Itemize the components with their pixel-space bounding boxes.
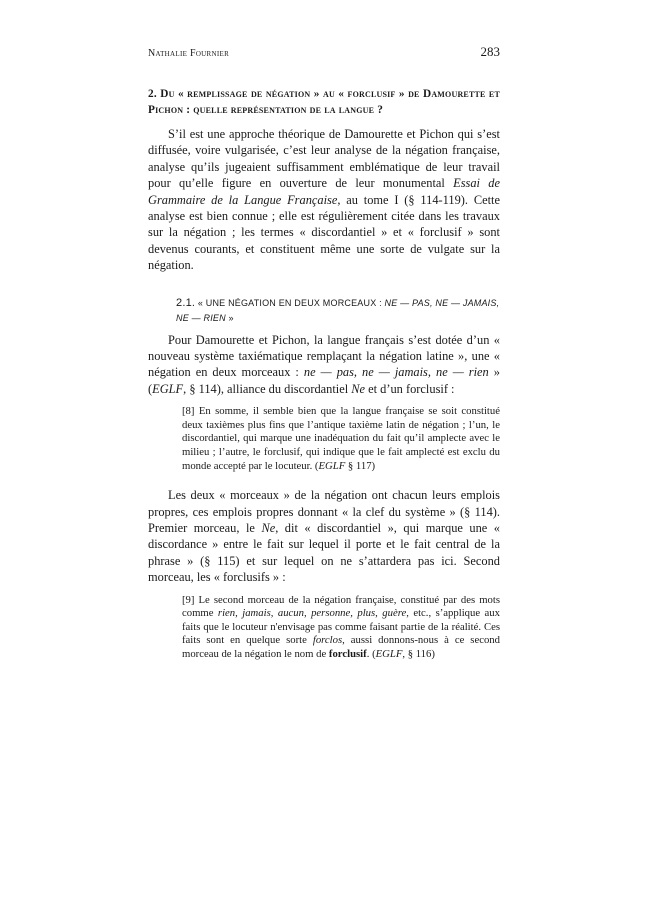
- paragraph-3: Les deux « morceaux » de la négation ont chacun leurs emplois propres, ces emplois propres donnant « la clef du système » (§ 114). Premier morceau, le Ne, dit « discordantiel », qui marque une « discordance » entre le fait sur lequel il porte et le fait central de la phrase » (§ 115) et sur lequel on ne s’attardera pas ici. Second morceau, les « forclusifs » :: [148, 488, 500, 585]
- subsection-heading: 2.1. « UNE NÉGATION EN DEUX MORCEAUX : NE — PAS, NE — JAMAIS, NE — RIEN »: [176, 296, 500, 323]
- subsection-number: 2.1.: [176, 296, 196, 309]
- page-body: [148, 86, 500, 676]
- paragraph-1: S’il est une approche théorique de Damourette et Pichon qui s’est diffusée, voire vulgarisée, c’est leur analyse de la négation française, analyse qu’ils jugeaient suffisamment emblématique de leur travail pour qu’elle figure en ouverture de leur monumental Essai de Grammaire de la Langue Française, au tome I (§ 114-119). Cette analyse est bien connue ; elle est régulièrement citée dans les travaux sur la négation ; les termes « discordantiel » et « forclusif » sont devenus courants, et constituent même une sorte de vulgate sur la négation.: [148, 127, 500, 273]
- running-header: [148, 44, 500, 60]
- block-quote-8: [8] En somme, il semble bien que la langue française se soit constitué deux taxièmes plus fins que l’antique taxième latin de négation ; l’un, le discordantiel, qui marque une inadéquation du fait qu’il amplecte avec le milieu ; l’autre, le forclusif, qui indique que le fait amplecté est exclu du monde accepté par le locuteur. (EGLF § 117): [182, 405, 500, 472]
- block-quote-9: [9] Le second morceau de la négation française, constitué par des mots comme rien, jamais, aucun, personne, plus, guère, etc., s’applique aux faits que le locuteur n'envisage pas comme faisant partie de la réalité. Ces faits sont en quelque sorte forclos, aussi donnons-nous à ce second morceau de la négation le nom de forclusif. (EGLF, § 116): [182, 593, 500, 661]
- section-number: 2.: [148, 88, 157, 100]
- book-title: Essai de Grammaire de la Langue Française: [148, 176, 500, 207]
- term-forclusif: forclusif: [328, 648, 367, 661]
- running-head-author: Nathalie Fournier: [148, 48, 230, 59]
- section-heading: [148, 86, 500, 118]
- section-title-text: Du « remplissage de négation » au « forclusif » de Damourette et Pichon : quelle représentation de la langue ?: [148, 88, 500, 116]
- page-number: 283: [480, 44, 500, 59]
- paragraph-2: Pour Damourette et Pichon, la langue français s’est dotée d’un « nouveau système taxiématique remplaçant la négation latine », une « négation en deux morceaux : ne — pas, ne — jamais, ne — rien » (EGLF, § 114), alliance du discordantiel Ne et d’un forclusif :: [148, 332, 500, 396]
